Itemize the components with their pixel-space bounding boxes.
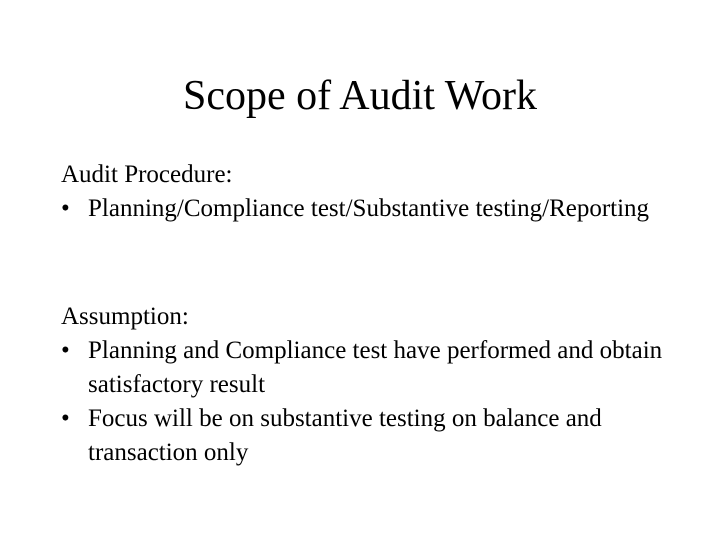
section-assumption: [61, 300, 681, 470]
bullet-icon: •: [61, 195, 70, 222]
bullet-item: [61, 334, 681, 402]
bullet-icon: •: [61, 337, 70, 364]
bullet-icon: •: [61, 405, 70, 432]
bullet-text: Planning/Compliance test/Substantive testing/Reporting: [88, 195, 650, 222]
bullet-list: [61, 334, 681, 470]
bullet-text: Focus will be on substantive testing on balance and transaction only: [88, 405, 602, 466]
bullet-list: [61, 192, 681, 226]
section-audit-procedure: [61, 158, 681, 226]
slide-title: Scope of Audit Work: [183, 73, 537, 119]
bullet-item: [61, 402, 681, 470]
bullet-item: [61, 192, 681, 226]
section-heading: Assumption:: [61, 303, 189, 330]
bullet-text: Planning and Compliance test have performed and obtain satisfactory result: [88, 337, 663, 398]
section-heading: Audit Procedure:: [61, 161, 233, 188]
